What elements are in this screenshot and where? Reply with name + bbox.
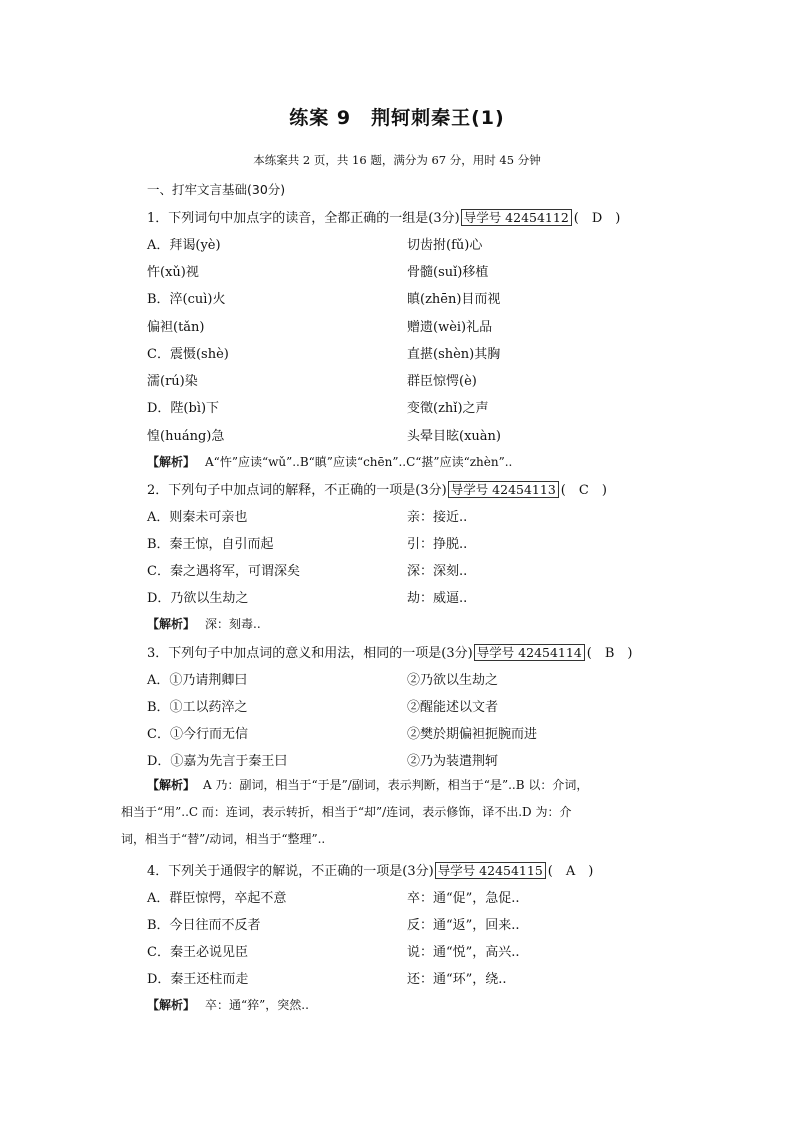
q1-option-3a: B．淬(cuì)火	[147, 292, 226, 307]
q4-option-d-gloss: 还：通“环”，绕..	[407, 972, 507, 987]
question-4-doc-number: 导学号 42454115	[435, 862, 546, 879]
q3-option-d2: ②乃为装遣荆轲	[407, 754, 499, 769]
q4-option-d: D．秦王还柱而走	[147, 972, 249, 987]
question-2-text: 2．下列句子中加点词的解释，不正确的一项是(3分)	[147, 483, 447, 498]
q2-option-c-gloss: 深：深刻..	[407, 564, 468, 579]
analysis-label: 【解析】	[147, 778, 196, 792]
question-4-text: 4．下列关于通假字的解说，不正确的一项是(3分)	[147, 864, 434, 879]
q4-option-a: A．群臣惊愕，卒起不意	[147, 891, 287, 906]
question-4-stem	[147, 860, 593, 879]
question-2-doc-number: 导学号 42454113	[448, 481, 559, 498]
q2-option-d: D．乃欲以生劫之	[147, 591, 249, 606]
q2-option-b-gloss: 引：挣脱..	[407, 537, 468, 552]
q4-option-c: C．秦王必说见臣	[147, 945, 248, 960]
q1-option-5a: C．震慑(shè)	[147, 347, 229, 362]
analysis-line-2: 相当于“用”..C 而：连词，表示转折，相当于“却”/连词，表示修饰，译不出.D 为：介	[121, 805, 572, 819]
q3-option-a1: A．①乃请荆卿曰	[147, 673, 248, 688]
q2-option-b: B．秦王惊，自引而起	[147, 537, 274, 552]
question-1-analysis	[147, 453, 512, 470]
q4-option-c-gloss: 说：通“悦”，高兴..	[407, 945, 520, 960]
q1-option-1a: A．拜谒(yè)	[147, 238, 221, 253]
q1-option-2b: 骨髓(suǐ)移植	[407, 265, 489, 280]
question-1-text: 1．下列词句中加点字的读音，全都正确的一组是(3分)	[147, 211, 460, 226]
question-3-analysis	[121, 772, 681, 853]
q2-option-a: A．则秦未可亲也	[147, 510, 248, 525]
question-3-text: 3．下列句子中加点词的意义和用法，相同的一项是(3分)	[147, 646, 473, 661]
q1-option-6a: 濡(rú)染	[147, 374, 198, 389]
question-1-doc-number: 导学号 42454112	[461, 209, 572, 226]
q4-option-a-gloss: 卒：通“促”，急促..	[407, 891, 520, 906]
exercise-info: 本练案共 2 页，共 16 题，满分为 67 分，用时 45 分钟	[253, 153, 541, 167]
q1-option-7a: D．陛(bì)下	[147, 401, 220, 416]
question-3-answer: ( B )	[586, 646, 633, 661]
q3-option-a2: ②乃欲以生劫之	[407, 673, 499, 688]
q3-option-b1: B．①工以药淬之	[147, 700, 248, 715]
q1-option-6b: 群臣惊愕(è)	[407, 374, 477, 389]
analysis-text: 深：刻毒..	[205, 617, 261, 631]
q3-option-b2: ②醒能述以文者	[407, 700, 499, 715]
analysis-text: 卒：通“猝”，突然..	[205, 998, 309, 1012]
question-2-analysis	[147, 615, 261, 632]
q2-option-c: C．秦之遇将军，可谓深矣	[147, 564, 300, 579]
q4-option-b: B．今日往而不反者	[147, 918, 261, 933]
question-3-doc-number: 导学号 42454114	[474, 644, 585, 661]
q1-option-4a: 偏袒(tǎn)	[147, 320, 205, 335]
question-2-stem	[147, 479, 607, 498]
q1-option-7b: 变徵(zhǐ)之声	[407, 401, 489, 416]
analysis-label: 【解析】	[147, 617, 196, 631]
page-title: 练案 9 荆轲刺秦王(1)	[289, 107, 505, 129]
q2-option-a-gloss: 亲：接近..	[407, 510, 468, 525]
question-1-answer: ( D )	[573, 211, 621, 226]
analysis-label: 【解析】	[147, 455, 196, 469]
section-heading: 一、打牢文言基础(30分)	[147, 182, 286, 197]
question-4-analysis	[147, 996, 309, 1013]
analysis-line-1	[121, 772, 681, 799]
analysis-text-1: A 乃：副词，相当于“于是”/副词，表示判断，相当于“是”..B 以：介词，	[203, 778, 589, 792]
q1-option-4b: 赠遗(wèi)礼品	[407, 320, 493, 335]
q1-option-5b: 直揕(shèn)其胸	[407, 347, 501, 362]
q3-option-c1: C．①今行而无信	[147, 727, 248, 742]
q2-option-d-gloss: 劫：威逼..	[407, 591, 468, 606]
analysis-text: A“忤”应读“wǔ”..B“瞋”应读“chēn”..C“揕”应读“zhèn”..	[205, 455, 513, 469]
q1-option-8b: 头晕目眩(xuàn)	[407, 429, 501, 444]
question-3-stem	[147, 642, 633, 661]
question-2-answer: ( C )	[560, 483, 607, 498]
q1-option-2a: 忤(xǔ)视	[147, 265, 199, 280]
q1-option-1b: 切齿拊(fǔ)心	[407, 238, 483, 253]
q4-option-b-gloss: 反：通“返”，回来..	[407, 918, 520, 933]
q1-option-3b: 瞋(zhēn)目而视	[407, 292, 501, 307]
analysis-label: 【解析】	[147, 998, 196, 1012]
q3-option-c2: ②樊於期偏袒扼腕而进	[407, 727, 538, 742]
question-1-stem	[147, 207, 620, 226]
analysis-line-3: 词，相当于“替”/动词，相当于“整理”..	[121, 832, 326, 846]
q3-option-d1: D．①嘉为先言于秦王曰	[147, 754, 288, 769]
question-4-answer: ( A )	[547, 864, 594, 879]
q1-option-8a: 惶(huáng)急	[147, 429, 225, 444]
